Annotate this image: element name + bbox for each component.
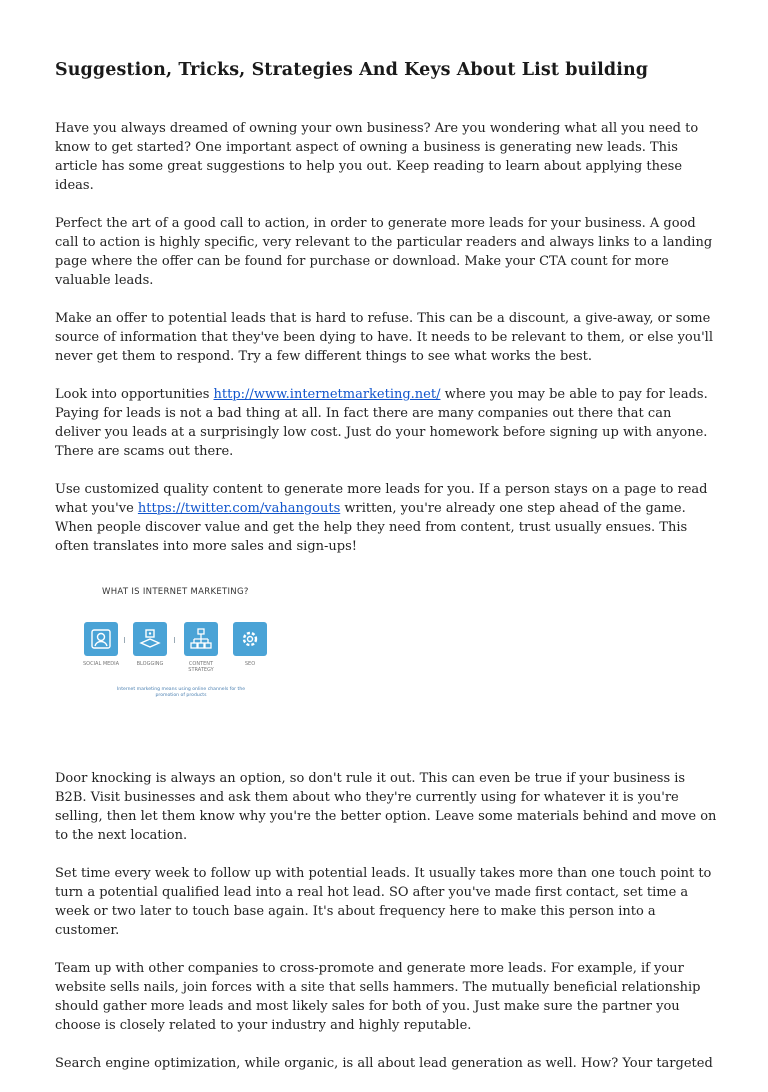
blogging-icon xyxy=(133,622,167,656)
figure-note: Internet marketing means using online channels for the promotion of products xyxy=(116,687,246,698)
tile-separator xyxy=(124,637,125,643)
social-media-icon xyxy=(84,622,118,656)
tile-caption: BLOGGING xyxy=(136,661,164,667)
paragraph-8: Team up with other companies to cross-promote and generate more leads. For example, if your website sells nails, join forces with a site that sells hammers. The mutually beneficial relationship should gather more leads and most likely sales for both of you. Just make sure the partner you choose is closely related to your industry and highly reputable. xyxy=(55,961,701,1033)
figure-title: WHAT IS INTERNET MARKETING? xyxy=(102,587,249,597)
content-strategy-icon xyxy=(184,622,218,656)
tile-caption: SOCIAL MEDIA xyxy=(82,661,120,667)
paragraph-2: Perfect the art of a good call to action, in order to generate more leads for your business. A good call to action is highly specific, very relevant to the particular readers and always links to a landing page where the offer can be found for purchase or download. Make your CTA count for more valuable leads. xyxy=(55,216,713,288)
seo-gear-icon xyxy=(233,622,267,656)
internet-marketing-figure xyxy=(55,575,717,750)
internetmarketing-link[interactable]: http://www.internetmarketing.net/ xyxy=(213,387,441,402)
tile-caption: SEO xyxy=(244,661,256,667)
page-title: Suggestion, Tricks, Strategies And Keys About List building xyxy=(55,60,649,80)
paragraph-9: Search engine optimization, while organic, is all about lead generation as well. How? Your targeted xyxy=(55,1056,713,1071)
paragraph-3: Make an offer to potential leads that is hard to refuse. This can be a discount, a give-away, or some source of information that they've been dying to have. It needs to be relevant to them, or else you'll never get them to respond. Try a few different things to see what works the best. xyxy=(55,311,713,364)
paragraph-5-text-end: written, you're already one step ahead of the game. When people discover value and get the help they need from content, trust usually ensues. This often translates into more sales and sign-ups! xyxy=(55,501,688,554)
paragraph-4-text-end: where you may be able to pay for leads. Paying for leads is not a bad thing at all. In fact there are many companies out there that can deliver you leads at a surprisingly low cost. Just do your homework before signing up with anyone. There are scams out there. xyxy=(55,387,708,459)
paragraph-5 xyxy=(55,480,717,556)
paragraph-4 xyxy=(55,385,717,461)
paragraph-5-text-start: Use customized quality content to generate more leads for you. If a person stays on a page to read what you've xyxy=(55,482,708,516)
paragraph-6: Door knocking is always an option, so don't rule it out. This can even be true if your business is B2B. Visit businesses and ask them about who they're currently using for whatever it is you're selling, then let them know why you're the better option. Leave some materials behind and move on to the next location. xyxy=(55,771,717,843)
paragraph-1: Have you always dreamed of owning your own business? Are you wondering what all you need to know to get started? One important aspect of owning a business is generating new leads. This article has some great suggestions to help you out. Keep reading to learn about applying these ideas. xyxy=(55,121,699,193)
document-page xyxy=(55,58,717,1092)
paragraph-7: Set time every week to follow up with potential leads. It usually takes more than one touch point to turn a potential qualified lead into a real hot lead. SO after you've made first contact, set time a week or two later to touch base again. It's about frequency here to make this person into a customer. xyxy=(55,866,712,938)
tile-caption: CONTENT STRATEGY xyxy=(188,661,214,673)
twitter-link[interactable]: https://twitter.com/vahangouts xyxy=(137,501,341,516)
paragraph-4-text-start: Look into opportunities xyxy=(55,387,214,402)
tile-separator xyxy=(174,637,175,643)
